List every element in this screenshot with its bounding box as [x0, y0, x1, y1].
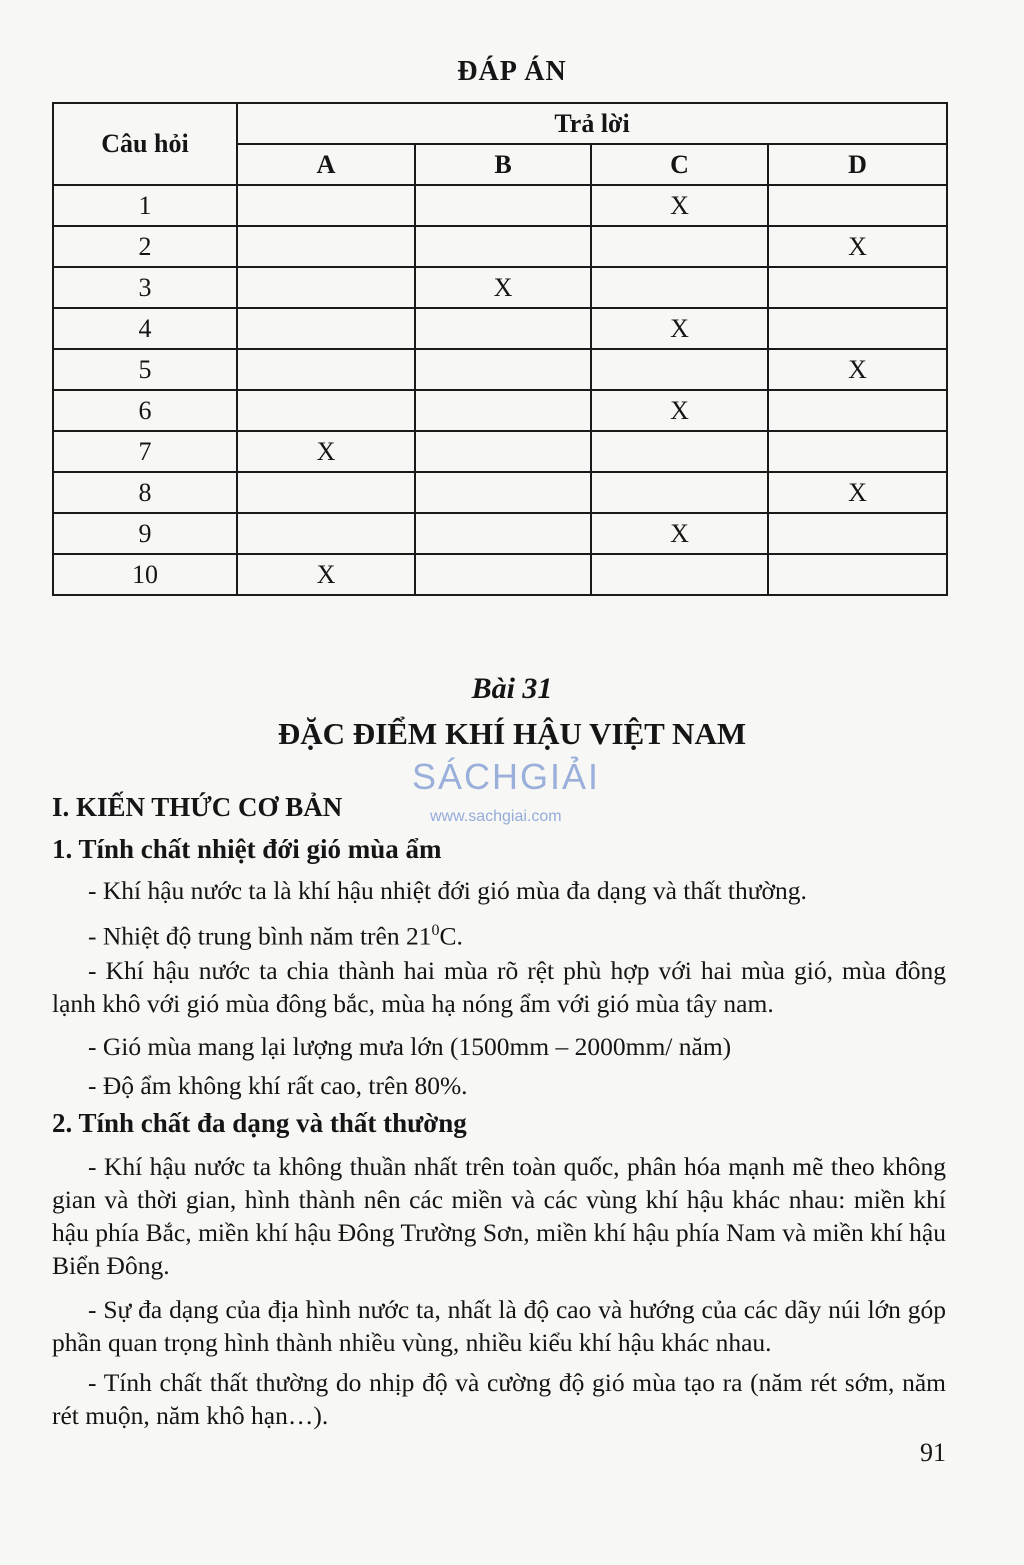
header-option-c: C [591, 144, 768, 185]
answer-cell-a [237, 472, 415, 513]
answer-cell-c: X [591, 513, 768, 554]
answer-cell-c [591, 472, 768, 513]
paragraph: - Tính chất thất thường do nhịp độ và cường độ gió mùa tạo ra (năm rét sớm, năm rét muộn, năm khô hạn…). [52, 1368, 946, 1430]
answer-rows [53, 185, 947, 595]
header-option-b: B [415, 144, 591, 185]
answer-cell-a [237, 390, 415, 431]
header-question: Câu hỏi [53, 103, 237, 185]
answer-cell-a [237, 349, 415, 390]
question-number: 1 [53, 185, 237, 226]
paragraph: - Khí hậu nước ta chia thành hai mùa rõ rệt phù hợp với hai mùa gió, mùa đông lạnh khô với gió mùa đông bắc, mùa hạ nóng ẩm với gió mùa tây nam. [52, 956, 946, 1018]
answer-cell-b: X [415, 267, 591, 308]
watermark-url: www.sachgiai.com [430, 808, 562, 825]
table-row [53, 472, 947, 513]
answer-cell-c [591, 267, 768, 308]
answer-cell-b [415, 226, 591, 267]
table-row [53, 513, 947, 554]
answer-cell-c [591, 554, 768, 595]
answer-cell-a [237, 267, 415, 308]
question-number: 7 [53, 431, 237, 472]
header-option-d: D [768, 144, 947, 185]
answer-cell-a [237, 513, 415, 554]
question-number: 3 [53, 267, 237, 308]
answer-cell-d [768, 390, 947, 431]
degree-sup: 0 [431, 922, 440, 939]
lesson-title: ĐẶC ĐIỂM KHÍ HẬU VIỆT NAM [277, 716, 747, 751]
paragraph: - Khí hậu nước ta không thuần nhất trên toàn quốc, phân hóa mạnh mẽ theo không gian và thời gian, hình thành nên các miền và các vùng khí hậu khác nhau: miền khí hậu phía Bắc, miền khí hậu Đông Trường Sơn, miền khí hậu phía Nam và miền khí hậu Biển Đông. [52, 1152, 946, 1280]
table-row [53, 554, 947, 595]
paragraph: - Độ ẩm không khí rất cao, trên 80%. [88, 1071, 468, 1100]
answer-cell-a [237, 308, 415, 349]
paragraph: - Gió mùa mang lại lượng mưa lớn (1500mm – 2000mm/ năm) [88, 1032, 732, 1061]
answer-cell-a: X [237, 554, 415, 595]
paragraph-temperature [52, 914, 946, 953]
answer-cell-b [415, 554, 591, 595]
answer-cell-b [415, 472, 591, 513]
answer-cell-d [768, 431, 947, 472]
subsection-1-heading: 1. Tính chất nhiệt đới gió mùa ẩm [52, 834, 442, 864]
paragraph: - Khí hậu nước ta là khí hậu nhiệt đới gió mùa đa dạng và thất thường. [88, 876, 807, 905]
page-number: 91 [920, 1438, 946, 1467]
question-number: 2 [53, 226, 237, 267]
header-answer: Trả lời [237, 103, 947, 144]
table-row [53, 349, 947, 390]
question-number: 9 [53, 513, 237, 554]
answer-cell-d: X [768, 226, 947, 267]
table-row [53, 226, 947, 267]
answer-cell-b [415, 185, 591, 226]
watermark [412, 756, 612, 836]
table-row [53, 267, 947, 308]
answer-cell-c [591, 431, 768, 472]
answer-cell-d: X [768, 349, 947, 390]
section-heading: I. KIẾN THỨC CƠ BẢN [52, 792, 343, 822]
answer-cell-c [591, 349, 768, 390]
question-number: 10 [53, 554, 237, 595]
question-number: 4 [53, 308, 237, 349]
question-number: 8 [53, 472, 237, 513]
table-row [53, 390, 947, 431]
question-number: 6 [53, 390, 237, 431]
answer-cell-b [415, 349, 591, 390]
answer-cell-b [415, 390, 591, 431]
table-row [53, 431, 947, 472]
table-row [53, 308, 947, 349]
answer-cell-d [768, 185, 947, 226]
answer-cell-a: X [237, 431, 415, 472]
answer-cell-d [768, 308, 947, 349]
answer-cell-a [237, 185, 415, 226]
answer-key-table [52, 102, 948, 596]
lesson-number: Bài 31 [471, 672, 553, 705]
paragraph: - Sự đa dạng của địa hình nước ta, nhất là độ cao và hướng của các dãy núi lớn góp phần quan trọng hình thành nhiều vùng, nhiều kiểu khí hậu khác nhau. [52, 1295, 946, 1357]
answer-cell-b [415, 308, 591, 349]
answer-cell-c [591, 226, 768, 267]
watermark-brand: SÁCHGIẢI [412, 756, 601, 797]
answer-cell-d: X [768, 472, 947, 513]
temperature-text: - Nhiệt độ trung bình năm trên 21 [88, 921, 432, 951]
temperature-unit: C. [439, 921, 463, 951]
answer-cell-b [415, 431, 591, 472]
table-row [53, 185, 947, 226]
header-option-a: A [237, 144, 415, 185]
answer-cell-a [237, 226, 415, 267]
answer-cell-d [768, 554, 947, 595]
answer-cell-d [768, 513, 947, 554]
answer-cell-c: X [591, 185, 768, 226]
answer-cell-d [768, 267, 947, 308]
question-number: 5 [53, 349, 237, 390]
answer-cell-b [415, 513, 591, 554]
answer-key-title: ĐÁP ÁN [457, 56, 567, 87]
answer-cell-c: X [591, 308, 768, 349]
answer-cell-c: X [591, 390, 768, 431]
subsection-2-heading: 2. Tính chất đa dạng và thất thường [52, 1108, 467, 1138]
